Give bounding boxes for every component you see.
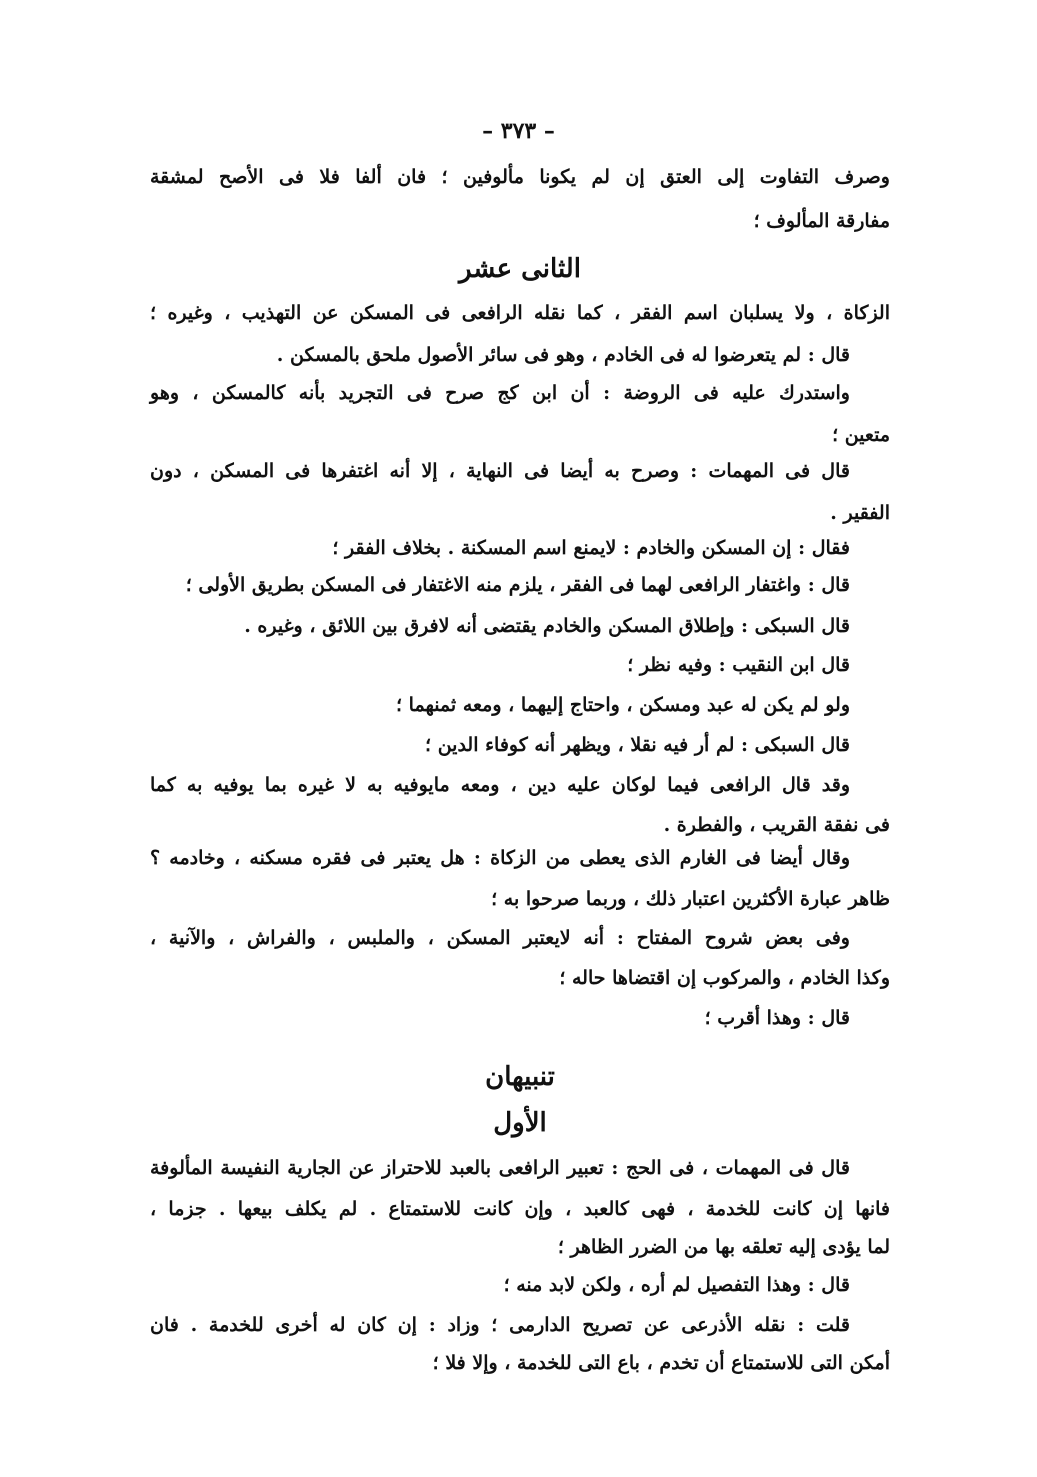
text-line: قال فى المهمات ، فى الحج : تعبير الرافعى بالعبد للاحتراز عن الجارية النفيسة المألوفة xyxy=(150,1157,850,1179)
text-line: قال السبكى : لم أر فيه نقلا ، ويظهر أنه كوفاء الدين ؛ xyxy=(425,734,850,756)
text-line: قال ابن النقيب : وفيه نظر ؛ xyxy=(627,654,850,676)
text-line: واستدرك عليه فى الروضة : أن ابن كج صرح فى التجريد بأنه كالمسكن ، وهو xyxy=(150,382,850,404)
text-line: ولو لم يكن له عبد ومسكن ، واحتاج إليهما ، ومعه ثمنهما ؛ xyxy=(396,694,850,716)
text-line: متعين ؛ xyxy=(832,424,890,446)
text-line: مفارقة المألوف ؛ xyxy=(753,210,890,232)
text-line: وفى بعض شروح المفتاح : أنه لايعتبر المسكن ، والملبس ، والفراش ، والآنية ، xyxy=(150,927,850,949)
text-line: وقد قال الرافعى فيما لوكان عليه دين ، ومعه مايوفيه به لا غيره بما يوفيه به كما xyxy=(150,774,850,796)
section-heading: تنبيهان xyxy=(485,1062,555,1092)
text-line: أمكن التى للاستمتاع أن تخدم ، باع التى للخدمة ، وإلا فلا ؛ xyxy=(432,1352,890,1374)
text-line: فقال : إن المسكن والخادم : لايمنع اسم المسكنة . بخلاف الفقر ؛ xyxy=(332,537,850,559)
text-line: وكذا الخادم ، والمركوب إن اقتضاها حاله ؛ xyxy=(559,967,890,989)
page-number: – ٣٧٣ – xyxy=(482,118,555,144)
text-line: وقال أيضا فى الغارم الذى يعطى من الزكاة : هل يعتبر فى فقره مسكنه ، وخادمه ؟ xyxy=(150,847,850,869)
text-line: قلت : نقله الأذرعى عن تصريح الدارمى ؛ وزاد : إن كان له أخرى للخدمة . فان xyxy=(150,1314,850,1336)
text-line: قال : وهذا التفصيل لم أره ، ولكن لابد منه ؛ xyxy=(503,1274,850,1296)
text-line: قال : وهذا أقرب ؛ xyxy=(704,1007,850,1029)
text-line: الفقير . xyxy=(830,502,890,524)
page-content xyxy=(150,0,890,1477)
section-heading: الأول xyxy=(493,1108,547,1138)
text-line: ظاهر عبارة الأكثرين اعتبار ذلك ، وربما صرحوا به ؛ xyxy=(491,888,890,910)
text-line: فى نفقة القريب ، والفطرة . xyxy=(663,814,890,836)
text-line: فانها إن كانت للخدمة ، فهى كالعبد ، وإن كانت للاستمتاع . لم يكلف بيعها . جزما ، xyxy=(150,1198,890,1220)
text-line: الزكاة ، ولا يسلبان اسم الفقر ، كما نقله الرافعى فى المسكن عن التهذيب ، وغيره ؛ xyxy=(150,302,890,324)
text-line: لما يؤدى إليه تعلقه بها من الضرر الظاهر ؛ xyxy=(557,1236,890,1258)
text-line: وصرف التفاوت إلى العتق إن لم يكونا مألوفين ؛ فان ألفا فلا فى الأصح لمشقة xyxy=(150,166,890,188)
text-line: قال : لم يتعرضوا له فى الخادم ، وهو فى سائر الأصول ملحق بالمسكن . xyxy=(276,344,850,366)
text-line: قال فى المهمات : وصرح به أيضا فى النهاية ، إلا أنه اغتفرها فى المسكن ، دون xyxy=(150,460,850,482)
section-heading: الثانى عشر xyxy=(459,254,581,284)
text-line: قال السبكى : وإطلاق المسكن والخادم يقتضى أنه لافرق بين اللائق ، وغيره . xyxy=(244,615,850,637)
text-line: قال : واغتفار الرافعى لهما فى الفقر ، يلزم منه الاغتفار فى المسكن بطريق الأولى ؛ xyxy=(185,574,850,596)
